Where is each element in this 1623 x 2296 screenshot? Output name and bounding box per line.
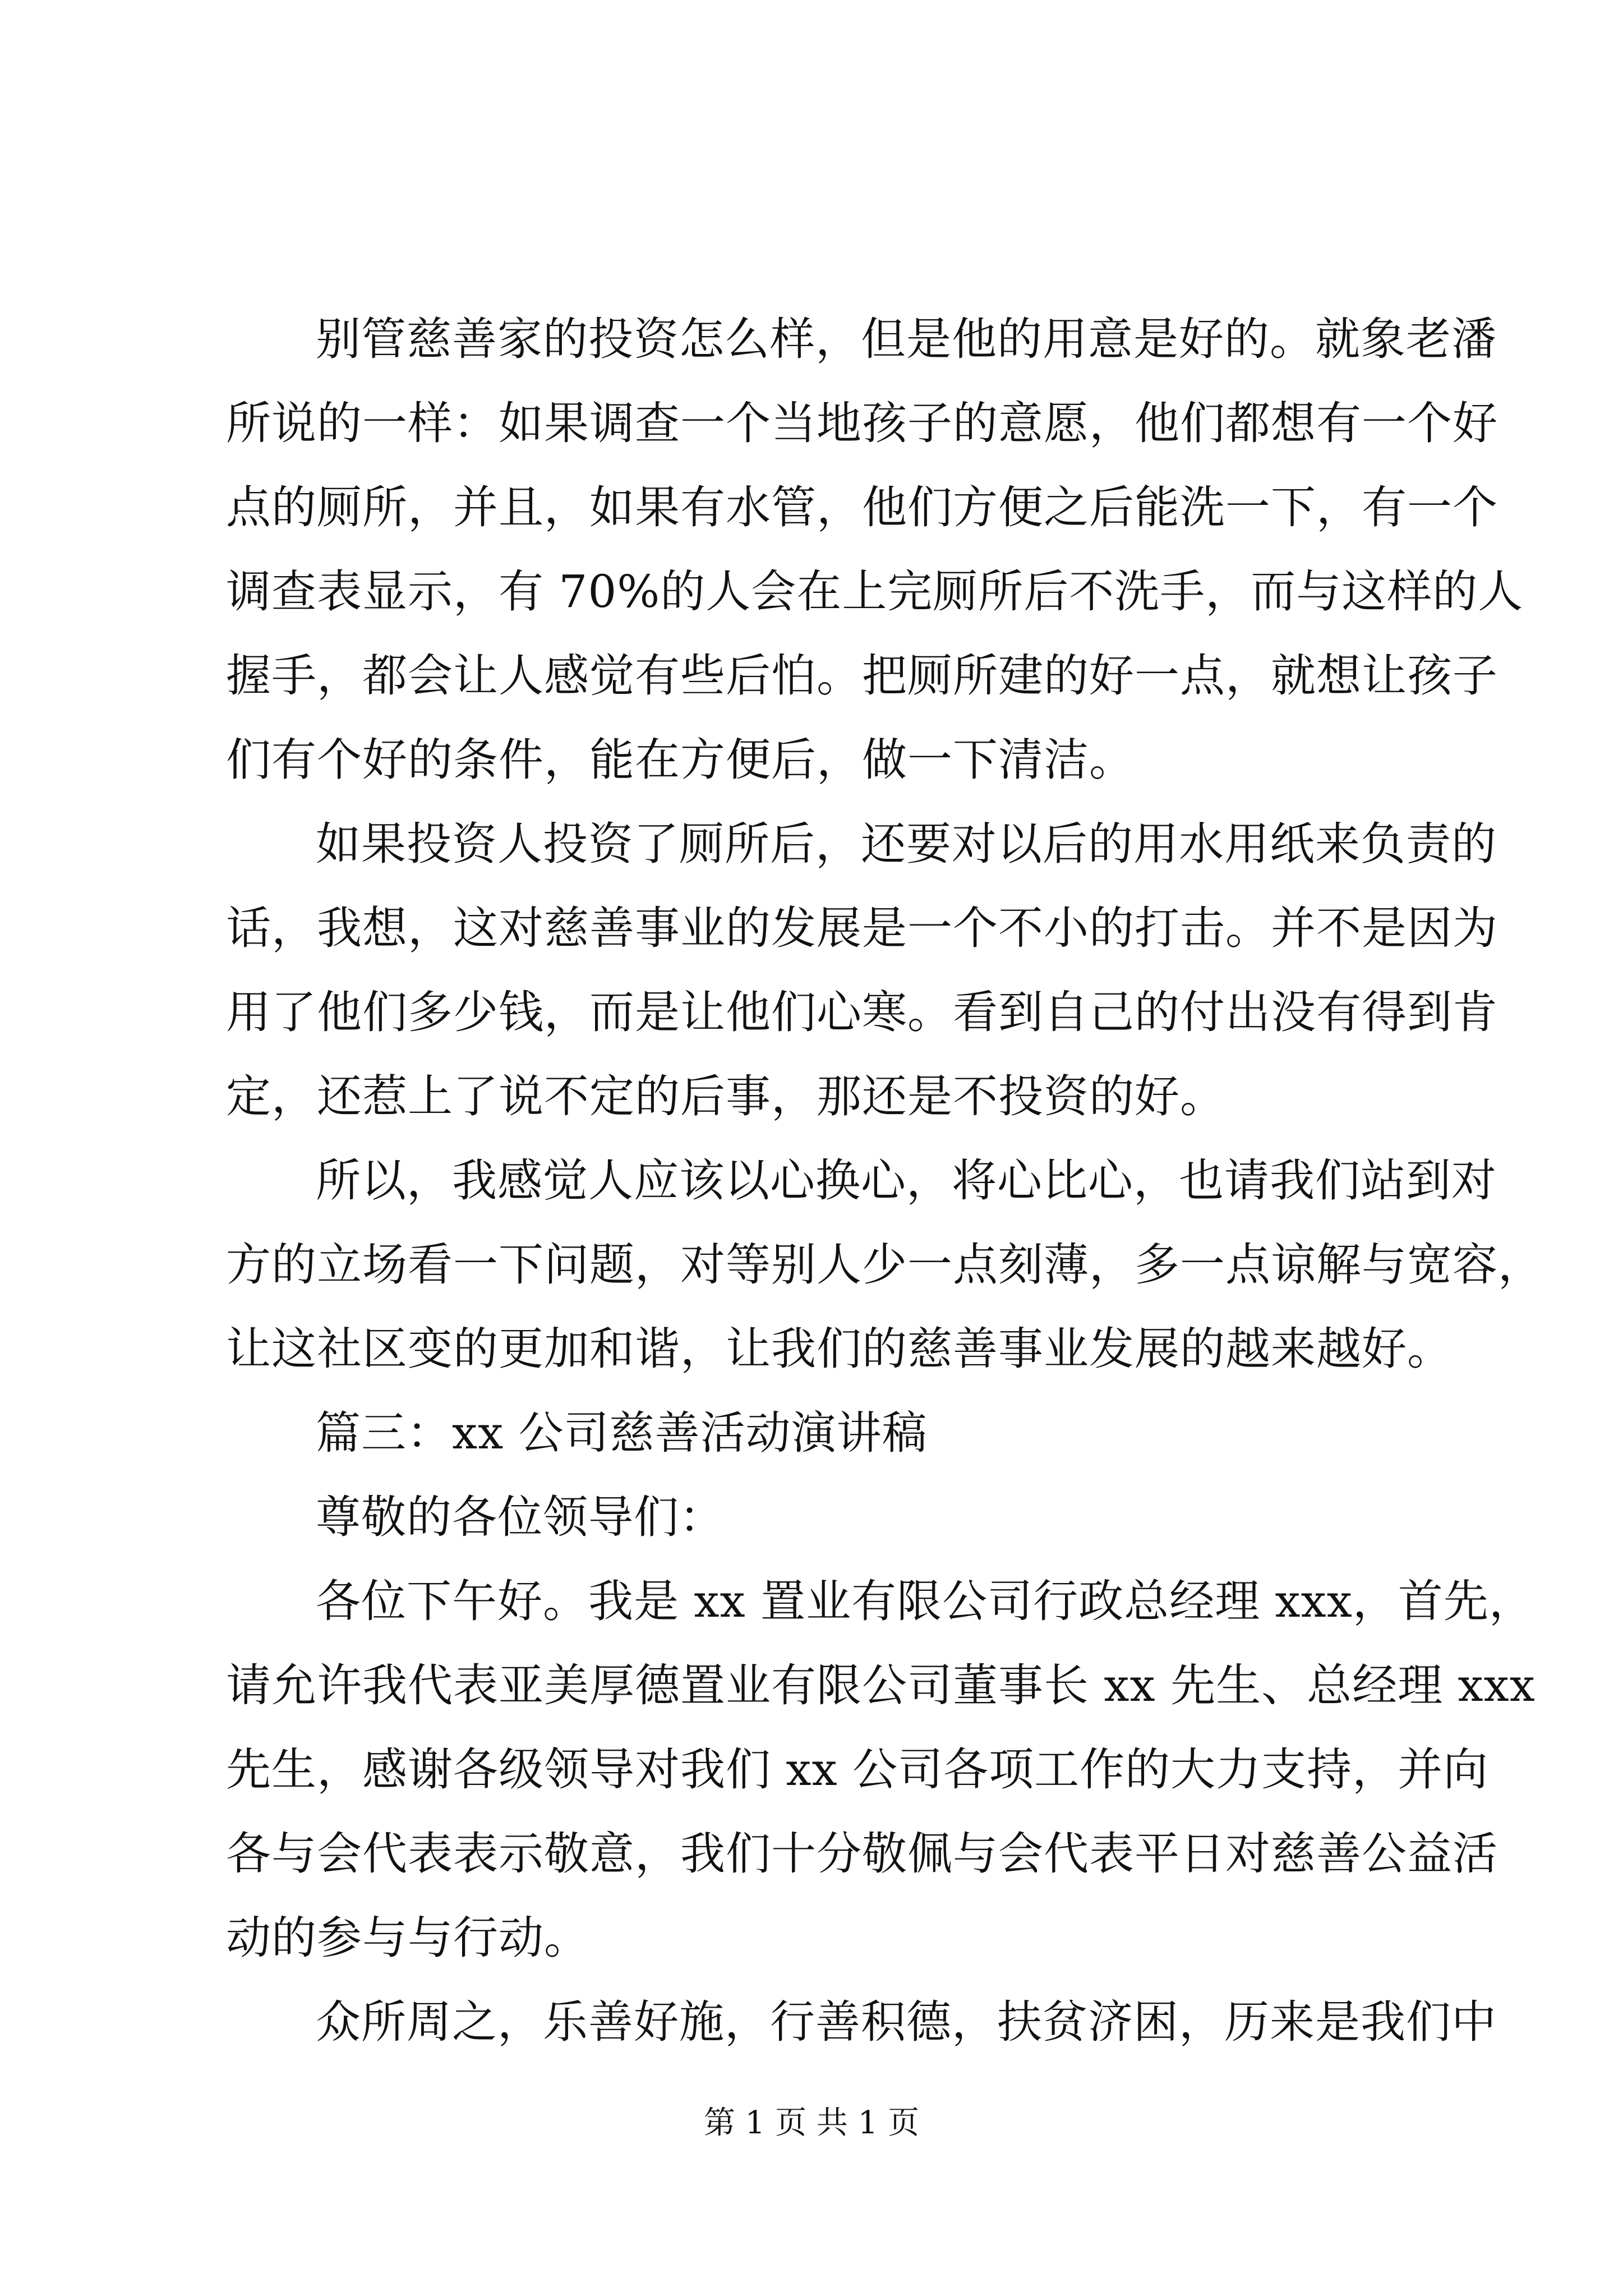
text-line: 方的立场看一下问题，对等别人少一点刻薄，多一点谅解与宽容，	[226, 1239, 1543, 1291]
text-line: 先生，感谢各级领导对我们 xx 公司各项工作的大力支持，并向	[226, 1743, 1489, 1796]
text-line: 用了他们多少钱，而是让他们心寒。看到自己的付出没有得到肯	[226, 986, 1498, 1038]
text-line: 握手，都会让人感觉有些后怕。把厕所建的好一点，就想让孩子	[226, 650, 1498, 702]
text-line: 调查表显示，有 70%的人会在上完厕所后不洗手，而与这样的人	[226, 565, 1524, 618]
text-line: 请允许我代表亚美厚德置业有限公司董事长 xx 先生、总经理 xxx	[226, 1659, 1536, 1711]
text-line: 各位下午好。我是 xx 置业有限公司行政总经理 xxx，首先，	[316, 1575, 1534, 1627]
text-line: 所以，我感觉人应该以心换心，将心比心，也请我们站到对	[316, 1154, 1497, 1207]
text-line: 定，还惹上了说不定的后事，那还是不投资的好。	[226, 1070, 1225, 1122]
text-line: 动的参与与行动。	[226, 1912, 589, 1964]
document-body	[226, 297, 1543, 2064]
text-line: 让这社区变的更加和谐，让我们的慈善事业发展的越来越好。	[226, 1323, 1453, 1375]
text-line: 点的厕所，并且，如果有水管，他们方便之后能洗一下，有一个	[226, 481, 1498, 533]
text-line: 别管慈善家的投资怎么样，但是他的用意是好的。就象老潘	[316, 313, 1497, 365]
text-line: 各与会代表表示敬意，我们十分敬佩与会代表平日对慈善公益活	[226, 1828, 1498, 1880]
text-line: 所说的一样：如果调查一个当地孩子的意愿，他们都想有一个好	[226, 397, 1498, 449]
text-line: 如果投资人投资了厕所后，还要对以后的用水用纸来负责的	[316, 818, 1497, 870]
text-line: 们有个好的条件，能在方便后，做一下清洁。	[226, 734, 1135, 786]
salutation: 尊敬的各位领导们：	[316, 1491, 725, 1543]
text-line: 众所周之，乐善好施，行善积德，扶贫济困，历来是我们中	[316, 1996, 1497, 2048]
section-heading: 篇三：xx 公司慈善活动演讲稿	[316, 1407, 928, 1459]
page-footer: 第 1 页 共 1 页	[703, 2105, 920, 2141]
text-line: 话，我想，这对慈善事业的发展是一个不小的打击。并不是因为	[226, 902, 1498, 954]
